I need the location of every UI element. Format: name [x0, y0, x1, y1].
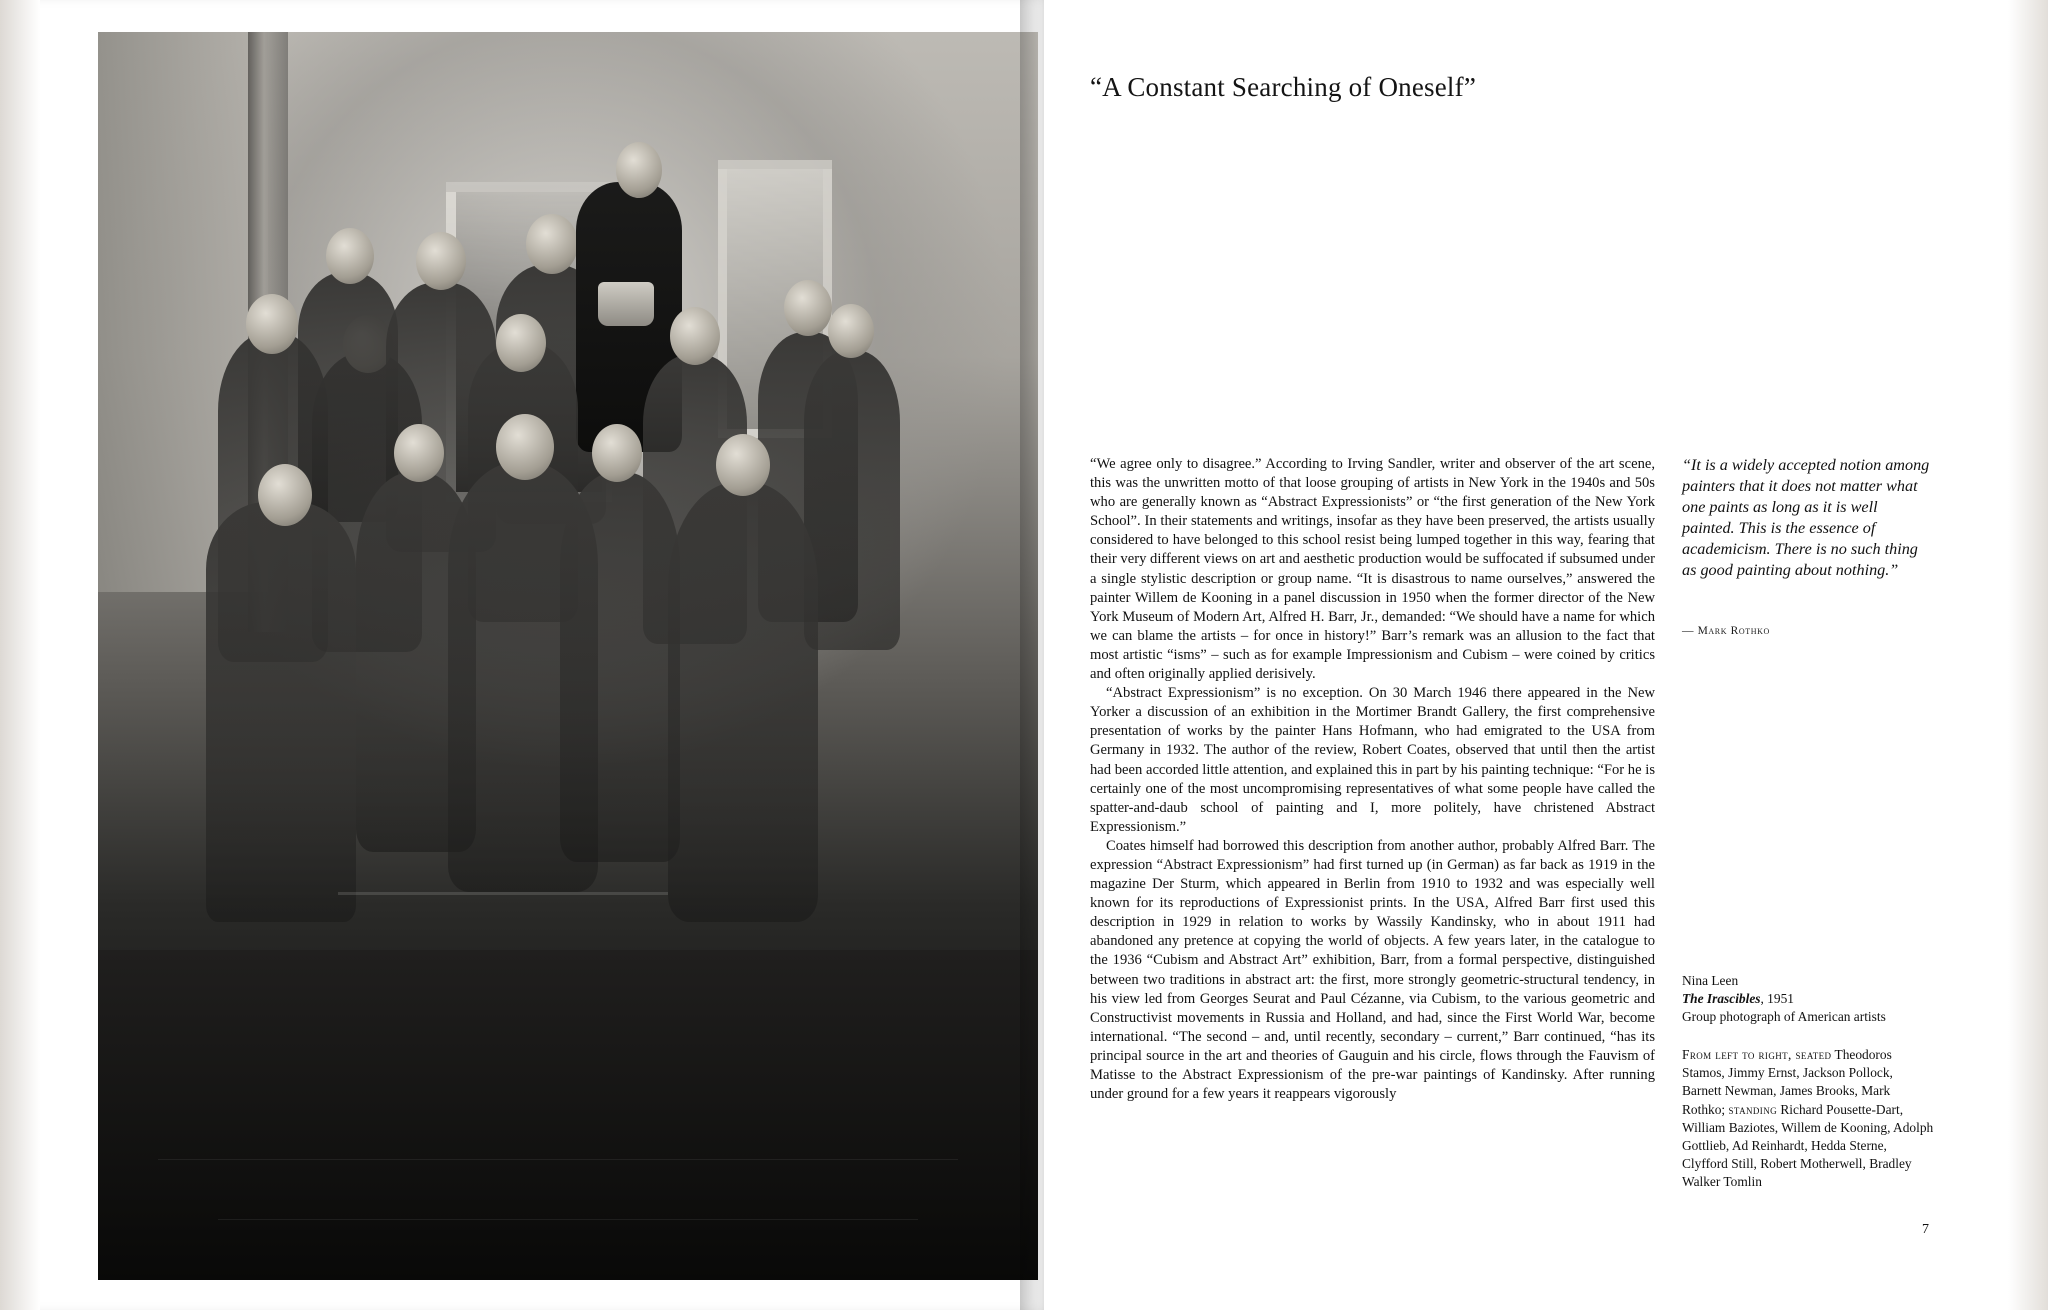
photo-caption [1682, 972, 1934, 1026]
pull-quote: “It is a widely accepted notion among painters that it does not matter what one paints as long as it is well painted. This is the essence of academicism. There is no such thing as good painting about nothing.” [1682, 456, 1930, 579]
photo-figure-head [616, 142, 662, 198]
photo-figure-head [394, 424, 444, 482]
page-edge-left [0, 0, 40, 1310]
photo-figure-head [246, 294, 298, 354]
left-page [40, 0, 1046, 1310]
page-edge-right [2008, 0, 2048, 1310]
credits-label-standing: standing [1728, 1101, 1777, 1117]
page-title: “A Constant Searching of Oneself” [1090, 72, 1476, 102]
photo-figure-head [416, 232, 466, 290]
caption-title: The Irascibles [1682, 991, 1761, 1006]
photo-figure-head [326, 228, 374, 284]
page-number: 7 [1922, 1222, 1929, 1237]
paragraph-3: Coates himself had borrowed this description from another author, probably Alfred Barr. The expression “Abstract Expressionism” had first turned up (in German) as far back as 1919 in the magazine Der Sturm, which appeared in Berlin from 1910 to 1932 and was especially well known for its reproductions of Expressionist prints. In the USA, Alfred Barr first used this description in 1929 in relation to works by Wassily Kandinsky, who in about 1911 had abandoned any pretence at copying the world of objects. A few years later, in the catalogue to the 1936 “Cubism and Abstract Art” exhibition, Barr, from a formal perspective, distinguished between two traditions in abstract art: the first, more strongly geometric-structural tendency, in his view led from Georges Seurat and Paul Cézanne, via Cubism, to the various geometric and Constructivist movements in Russia and Holland, and had, since the First World War, become international. “The second – and, until recently, secondary – current,” Barr continued, “has its principal source in the art and theories of Gauguin and his circle, flows through the Fauvism of Matisse to the Abstract Expressionism of the pre-war paintings of Kandinsky. After running under ground for a few years it reappears vigorously [1090, 837, 1655, 1103]
photo-background [98, 32, 1038, 1280]
photo-figure-seated [206, 502, 356, 922]
photo-figure-head [828, 304, 874, 358]
photo-figure-head [670, 307, 720, 365]
photo-floor-line [218, 1219, 918, 1220]
photo-figure-head [526, 214, 578, 274]
photo-chair [338, 892, 668, 905]
credits-standing-names: Richard Pousette-Dart, William Baziotes, Willem de Kooning, Adolph Gottlieb, Ad Reinhardt, Hedda Sterne, Clyfford Still, Robert Motherwell, Bradley Walker Tomlin [1682, 1101, 1934, 1190]
photo-figure [804, 350, 900, 650]
pull-quote-attribution: — Mark Rothko [1682, 625, 1770, 637]
photo-figure-head [496, 314, 546, 372]
photo-floor [98, 950, 1038, 1280]
credits-seated-names: Theodoros Stamos, Jimmy Ernst, Jackson Pollock, Barnett Newman, James Brooks, Mark Rothko; [1682, 1047, 1893, 1117]
photo-figure-seated [560, 472, 680, 862]
caption-year: , 1951 [1760, 991, 1794, 1006]
photo-figure-head [784, 280, 832, 336]
photo-figure-head [592, 424, 642, 482]
photo-figure-head [258, 464, 312, 526]
photo-figure-head [496, 414, 554, 480]
caption-description: Group photograph of American artists [1682, 1009, 1886, 1024]
photo-handbag [598, 282, 654, 326]
credits-label-seated: From left to right, seated [1682, 1047, 1832, 1062]
photo-credits [1682, 1046, 1934, 1192]
photo-floor-line [158, 1159, 958, 1160]
photo-figure-head [716, 434, 770, 496]
paragraph-2: “Abstract Expressionism” is no exception. On 30 March 1946 there appeared in the New Yorker a discussion of an exhibition in the Mortimer Brandt Gallery, the first comprehensive presentation of works by the painter Hans Hofmann, who had emigrated to the USA from Germany in 1932. The author of the review, Robert Coates, observed that until then the artist had been accorded little attention, and explained this in part by his painting technique: “For he is certainly one of the most uncompromising representatives of what some people have called the spatter-and-daub school of painting and I, more politely, have christened Abstract Expressionism.” [1090, 685, 1655, 835]
photograph-the-irascibles [98, 32, 1038, 1280]
photo-figure-seated [668, 482, 818, 922]
caption-photographer: Nina Leen [1682, 973, 1739, 988]
main-text-column [1090, 455, 1655, 1104]
paragraph-1: “We agree only to disagree.” According to Irving Sandler, writer and observer of the art scene, this was the unwritten motto of that loose grouping of artists in New York in the 1940s and 50s who are generally known as “Abstract Expressionists” or “the first generation of the New York School”. In their statements and writings, insofar as they have been preserved, the artists usually considered to have belonged to this school resist being lumped together in this way, fearing that their very different views on art and aesthetic production would be suffocated if subsumed under a single stylistic description or group name. “It is disastrous to name ourselves,” answered the painter Willem de Kooning in a panel discussion in 1950 when the former director of the New York Museum of Modern Art, Alfred H. Barr, Jr., demanded: “We should have a name for which we can blame the artists – for once in history!” Barr’s remark was an allusion to the fact that most artistic “isms” – such as for example Impressionism and Cubism – were coined by critics and often originally applied derisively. [1090, 456, 1655, 683]
